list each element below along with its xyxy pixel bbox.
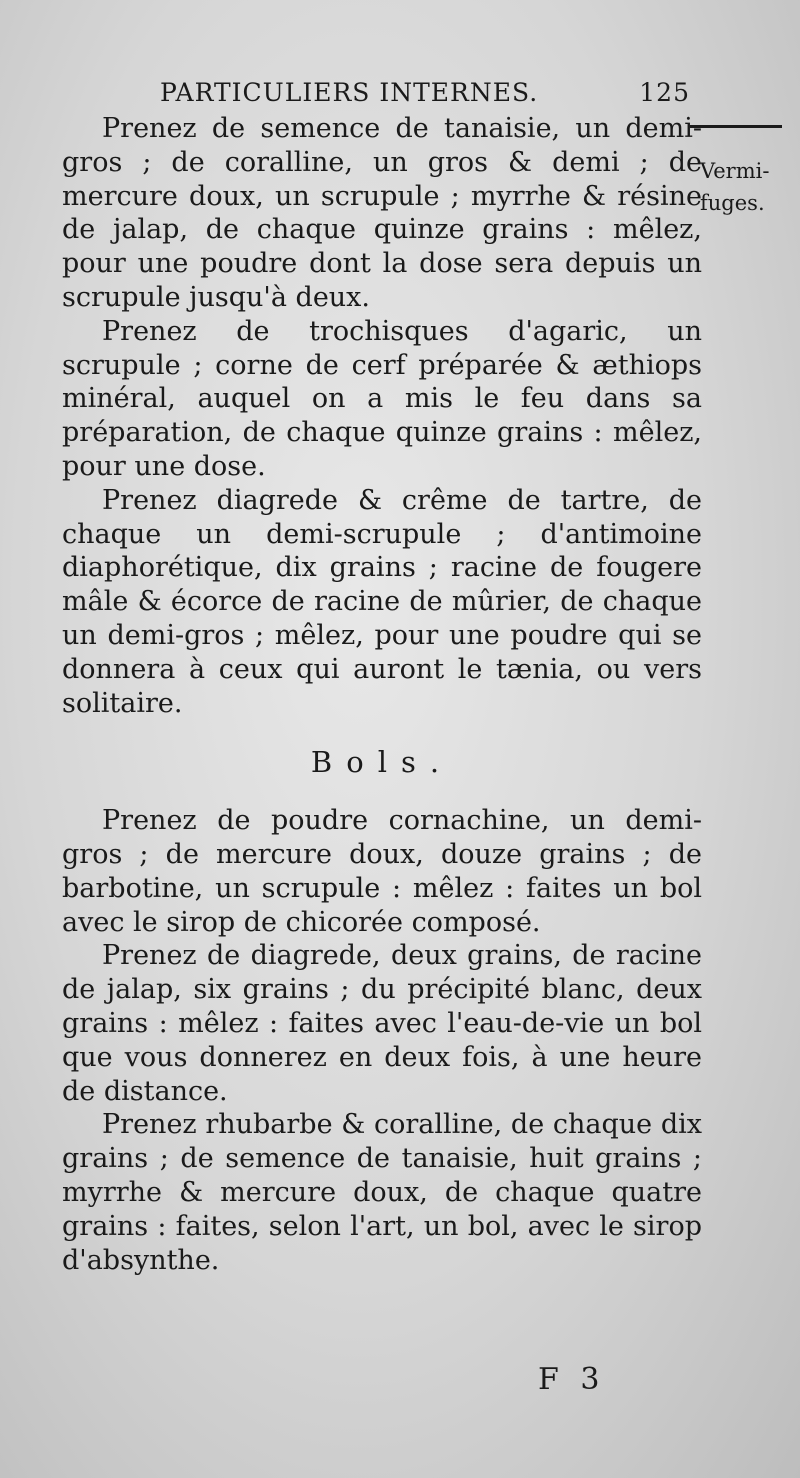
paragraph-1: Prenez de semence de tanaisie, un demi-gros ; de coralline, un gros & demi ; de mercure doux, un scrupule ; myrrhe & résine de jalap, de chaque quinze grains : mêlez, pour une poudre dont la dose sera depuis un scrupule jusqu'à deux.	[62, 113, 702, 313]
running-head-title: PARTICULIERS INTERNES.	[160, 78, 539, 107]
section-title: Bols.	[310, 745, 454, 780]
paragraph-3: Prenez diagrede & crême de tartre, de chaque un demi-scrupule ; d'antimoine diaphorétique, dix grains ; racine de fougere mâle & écorce de racine de mûrier, de chaque un demi-gros ; mêlez, pour une poudre qui se donnera à ceux qui auront le tænia, ou vers solitaire.	[62, 484, 702, 719]
section-paragraph-1: Prenez de poudre cornachine, un demi-gros ; de mercure doux, douze grains ; de barbotine, un scrupule : mêlez : faites un bol avec le sirop de chicorée composé.	[62, 805, 702, 938]
running-head	[160, 78, 690, 107]
margin-note: Vermi-fuges.	[700, 159, 770, 215]
paragraph-2: Prenez de trochisques d'agaric, un scrupule ; corne de cerf préparée & æthiops minéral, auquel on a mis le feu dans sa préparation, de chaque quinze grains : mêlez, pour une dose.	[62, 315, 702, 482]
body-text	[62, 112, 702, 1277]
section-paragraph-3: Prenez rhubarbe & coralline, de chaque dix grains ; de semence de tanaisie, huit grains ; myrrhe & mercure doux, de chaque quatre grains : faites, selon l'art, un bol, avec le sirop d'absynthe.	[62, 1109, 702, 1276]
page-number: 125	[639, 78, 690, 107]
catchword: F 3	[538, 1362, 606, 1397]
section-paragraph-2: Prenez de diagrede, deux grains, de racine de jalap, six grains ; du précipité blanc, deux grains : mêlez : faites avec l'eau-de-vie un bol que vous donnerez en deux fois, à une heure de distance.	[62, 940, 702, 1107]
margin-rule	[690, 125, 782, 128]
